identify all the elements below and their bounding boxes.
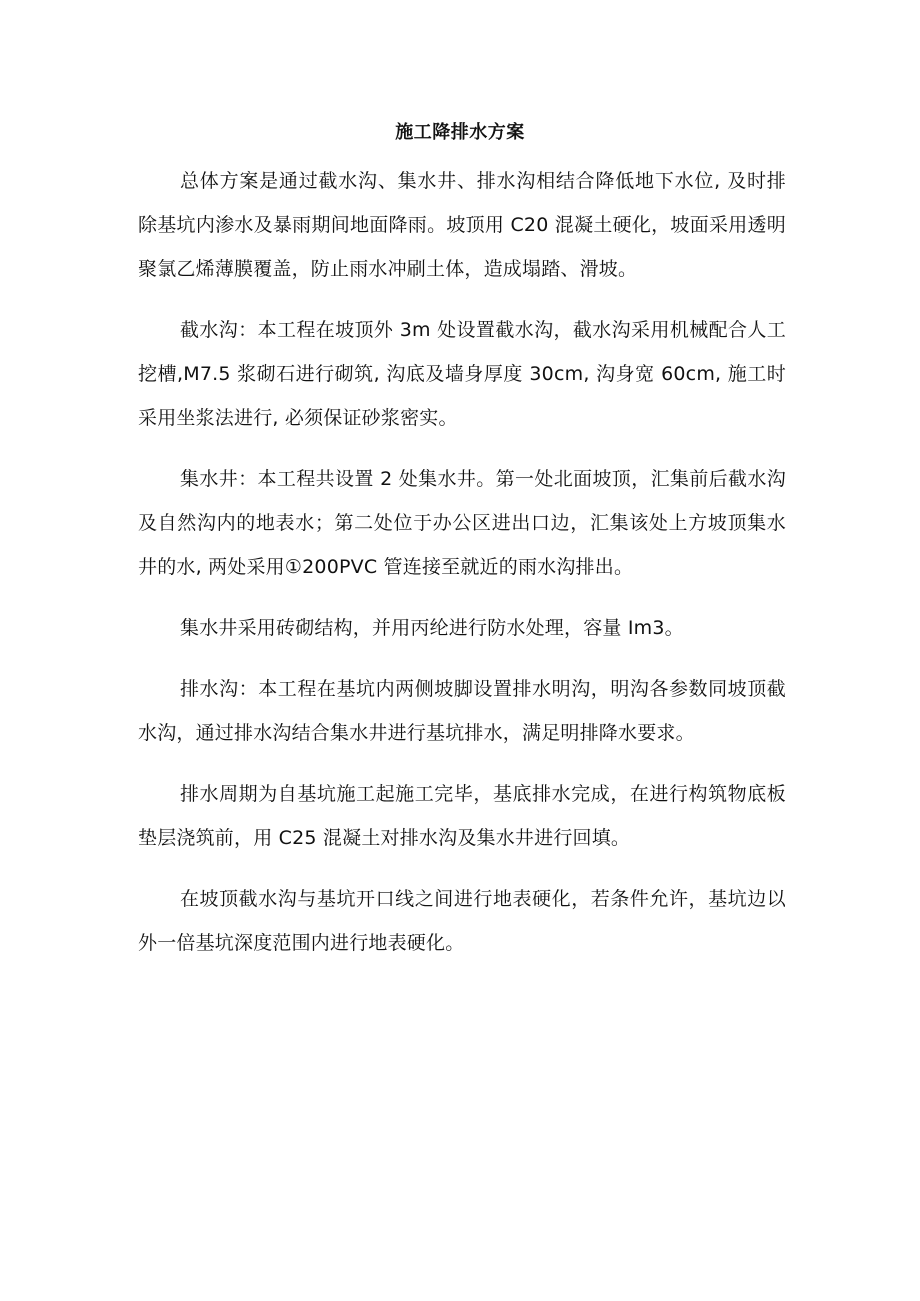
paragraph-intercepting-ditch: 截水沟：本工程在坡顶外 3m 处设置截水沟，截水沟采用机械配合人工挖槽,M7.5 浆砌石进行砌筑, 沟底及墙身厚度 30cm, 沟身宽 60cm, 施工时采用坐浆法进行, 必须保证砂浆密实。 bbox=[138, 319, 786, 429]
paragraph-drainage-ditch: 排水沟：本工程在基坑内两侧坡脚设置排水明沟，明沟各参数同坡顶截水沟，通过排水沟结合集水井进行基坑排水，满足明排降水要求。 bbox=[138, 678, 786, 744]
paragraph-surface-hardening: 在坡顶截水沟与基坑开口线之间进行地表硬化，若条件允许，基坑边以外一倍基坑深度范围内进行地表硬化。 bbox=[138, 888, 786, 954]
document-title: 施工降排水方案 bbox=[395, 122, 525, 143]
paragraph-collection-well: 集水井：本工程共设置 2 处集水井。第一处北面坡顶，汇集前后截水沟及自然沟内的地表水；第二处位于办公区进出口边，汇集该处上方坡顶集水井的水, 两处采用①200PVC 管连接至就近的雨水沟排出。 bbox=[138, 468, 786, 578]
paragraph-overall-plan: 总体方案是通过截水沟、集水井、排水沟相结合降低地下水位, 及时排除基坑内渗水及暴雨期间地面降雨。坡顶用 C20 混凝土硬化，坡面采用透明聚氯乙烯薄膜覆盖，防止雨水冲刷土体，造成塌踏、滑坡。 bbox=[138, 170, 786, 280]
paragraph-well-structure: 集水井采用砖砌结构，并用丙纶进行防水处理，容量 Im3。 bbox=[180, 617, 684, 639]
document-body bbox=[138, 159, 786, 982]
paragraph-drainage-period: 排水周期为自基坑施工起施工完毕，基底排水完成，在进行构筑物底板垫层浇筑前，用 C25 混凝土对排水沟及集水井进行回填。 bbox=[138, 783, 786, 849]
